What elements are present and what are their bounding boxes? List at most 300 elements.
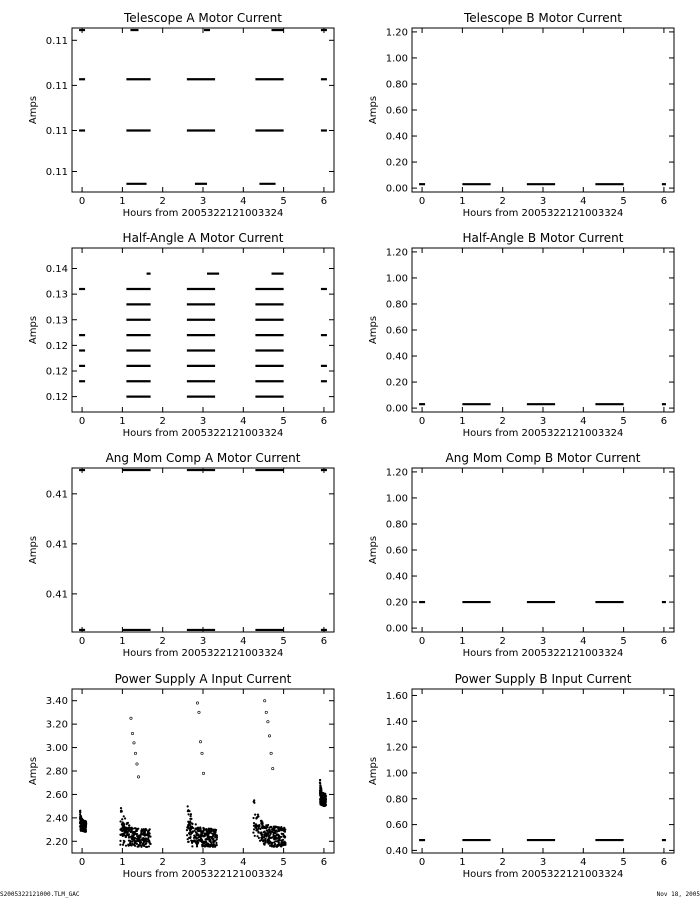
x-tick-label: 5 — [280, 857, 287, 868]
y-tick-label: 2.80 — [45, 766, 68, 778]
data-point — [126, 831, 128, 833]
chart-title: Telescope A Motor Current — [124, 11, 282, 25]
data-point — [189, 837, 191, 839]
x-tick-label: 1 — [119, 857, 126, 868]
y-tick-label: 0.12 — [45, 366, 68, 378]
data-point — [259, 840, 261, 842]
x-tick-label: 3 — [199, 196, 207, 207]
x-tick-label: 6 — [320, 416, 328, 427]
data-point — [192, 831, 194, 833]
data-point — [128, 833, 130, 835]
data-point — [149, 832, 151, 834]
x-tick-label: 3 — [199, 857, 207, 868]
outlier-point — [201, 752, 203, 754]
plot-frame — [412, 689, 674, 853]
x-tick-label: 0 — [418, 636, 426, 647]
data-point — [188, 822, 190, 824]
data-point — [211, 844, 213, 846]
y-tick-label: 1.20 — [385, 247, 408, 259]
outlier-point — [270, 752, 272, 754]
x-tick-label: 6 — [320, 857, 328, 868]
data-point — [187, 825, 189, 827]
y-tick-label: 3.20 — [45, 719, 68, 731]
data-point — [120, 807, 122, 809]
data-point — [121, 829, 123, 831]
y-axis-label: Amps — [368, 535, 379, 565]
data-point — [261, 824, 263, 826]
data-point — [214, 846, 216, 848]
data-point — [131, 841, 133, 843]
y-tick-label: 1.60 — [385, 690, 408, 702]
x-tick-label: 5 — [620, 636, 627, 647]
x-tick-label: 0 — [418, 196, 426, 207]
y-tick-label: 0.60 — [385, 820, 408, 832]
data-point — [258, 837, 260, 839]
data-point — [320, 792, 322, 794]
outlier-point — [136, 763, 138, 765]
plot-frame — [412, 28, 674, 192]
data-point — [186, 834, 188, 836]
y-tick-label: 0.14 — [45, 264, 68, 275]
y-tick-label: 3.00 — [45, 743, 68, 755]
y-tick-label: 1.20 — [385, 742, 408, 754]
data-point — [146, 840, 148, 842]
data-point — [273, 829, 275, 831]
y-axis-label: Amps — [28, 95, 39, 125]
data-point — [267, 824, 269, 826]
data-point — [128, 824, 130, 826]
outlier-point — [133, 742, 135, 744]
x-tick-label: 2 — [159, 416, 166, 427]
outlier-point — [131, 732, 133, 734]
y-tick-label: 0.00 — [385, 183, 408, 195]
outlier-point — [130, 717, 132, 719]
data-point — [281, 833, 283, 835]
data-point — [323, 802, 325, 804]
data-point — [257, 831, 259, 833]
plot-frame — [72, 248, 334, 412]
chart-panel-2 — [368, 11, 674, 219]
data-point — [206, 838, 208, 840]
data-point — [123, 840, 125, 842]
data-point — [130, 837, 132, 839]
data-point — [278, 838, 280, 840]
data-point — [268, 842, 270, 844]
y-tick-label: 0.00 — [385, 403, 408, 415]
x-tick-label: 2 — [499, 857, 506, 868]
y-tick-label: 1.20 — [385, 467, 408, 479]
data-point — [126, 829, 128, 831]
y-tick-label: 0.40 — [385, 351, 408, 363]
data-point — [122, 844, 124, 846]
plot-frame — [72, 28, 334, 192]
data-point — [197, 829, 199, 831]
data-point — [253, 802, 255, 804]
data-point — [129, 844, 131, 846]
y-tick-label: 0.80 — [385, 794, 408, 806]
data-point — [143, 833, 145, 835]
data-point — [283, 827, 285, 829]
x-tick-label: 0 — [78, 636, 86, 647]
data-point — [252, 832, 254, 834]
chart-panel-3 — [28, 231, 334, 439]
data-point — [205, 842, 207, 844]
data-point — [202, 831, 204, 833]
data-point — [144, 843, 146, 845]
y-tick-label: 0.12 — [45, 392, 68, 404]
outlier-point — [265, 711, 267, 713]
data-point — [207, 830, 209, 832]
x-tick-label: 3 — [539, 636, 547, 647]
data-point — [273, 838, 275, 840]
data-point — [189, 828, 191, 830]
data-point — [252, 817, 254, 819]
data-point — [255, 829, 257, 831]
x-axis-label: Hours from 2005322121003324 — [462, 869, 624, 880]
x-tick-label: 5 — [620, 416, 627, 427]
outlier-point — [268, 735, 270, 737]
data-point — [199, 828, 201, 830]
chart-title: Power Supply A Input Current — [114, 672, 292, 686]
x-tick-label: 4 — [580, 416, 587, 427]
data-point — [138, 836, 140, 838]
data-point — [319, 782, 321, 784]
data-point — [325, 804, 327, 806]
data-point — [139, 844, 141, 846]
data-point — [142, 839, 144, 841]
x-tick-label: 3 — [539, 196, 547, 207]
y-tick-label: 0.80 — [385, 79, 408, 91]
data-point — [126, 822, 128, 824]
y-tick-label: 0.11 — [45, 126, 68, 137]
y-tick-label: 0.11 — [45, 35, 68, 47]
data-point — [123, 832, 125, 834]
data-point — [274, 832, 276, 834]
x-tick-label: 1 — [459, 416, 466, 427]
data-marks — [79, 700, 327, 848]
data-point — [201, 844, 203, 846]
data-point — [320, 800, 322, 802]
data-point — [128, 836, 130, 838]
x-tick-label: 2 — [499, 636, 506, 647]
data-point — [187, 810, 189, 812]
chart-title: Half-Angle B Motor Current — [462, 231, 624, 245]
x-tick-label: 4 — [240, 416, 247, 427]
data-point — [265, 834, 267, 836]
data-point — [196, 844, 198, 846]
data-point — [260, 837, 262, 839]
data-point — [263, 831, 265, 833]
data-point — [131, 828, 133, 830]
data-point — [253, 799, 255, 801]
data-point — [257, 815, 259, 817]
x-axis-label: Hours from 2005322121003324 — [122, 208, 284, 219]
x-tick-label: 5 — [280, 636, 287, 647]
data-point — [257, 825, 259, 827]
data-point — [127, 827, 129, 829]
x-tick-label: 0 — [418, 416, 426, 427]
y-tick-label: 3.40 — [45, 696, 68, 708]
x-axis-label: Hours from 2005322121003324 — [462, 428, 624, 439]
y-tick-label: 0.80 — [385, 299, 408, 311]
data-point — [323, 799, 325, 801]
data-point — [119, 820, 121, 822]
data-point — [188, 841, 190, 843]
x-tick-label: 3 — [199, 636, 207, 647]
y-tick-label: 0.13 — [45, 289, 68, 301]
x-tick-label: 4 — [580, 196, 587, 207]
data-point — [142, 830, 144, 832]
outlier-point — [198, 711, 200, 713]
data-point — [191, 845, 193, 847]
data-point — [253, 822, 255, 824]
outlier-point — [134, 752, 136, 754]
data-point — [85, 825, 87, 827]
data-point — [284, 842, 286, 844]
y-axis-label: Amps — [368, 315, 379, 345]
chart-panel-6 — [368, 451, 674, 659]
data-point — [193, 840, 195, 842]
data-point — [79, 811, 81, 813]
y-tick-label: 0.40 — [385, 131, 408, 143]
chart-title: Power Supply B Input Current — [454, 672, 632, 686]
data-point — [201, 841, 203, 843]
outlier-point — [202, 772, 204, 774]
data-point — [253, 828, 255, 830]
data-point — [210, 841, 212, 843]
data-point — [194, 835, 196, 837]
data-point — [125, 845, 127, 847]
data-point — [190, 813, 192, 815]
y-tick-label: 1.00 — [385, 273, 408, 285]
x-tick-label: 0 — [78, 857, 86, 868]
data-point — [206, 834, 208, 836]
y-tick-label: 2.40 — [45, 813, 68, 825]
data-point — [213, 840, 215, 842]
y-tick-label: 0.41 — [45, 539, 68, 551]
data-point — [195, 837, 197, 839]
data-point — [130, 830, 132, 832]
data-point — [278, 830, 280, 832]
data-point — [282, 836, 284, 838]
data-point — [278, 836, 280, 838]
x-tick-label: 2 — [159, 857, 166, 868]
x-tick-label: 1 — [119, 416, 126, 427]
y-tick-label: 1.00 — [385, 768, 408, 780]
data-point — [216, 844, 218, 846]
data-point — [267, 830, 269, 832]
data-point — [259, 832, 261, 834]
generation-date: Nov 18, 2005 — [656, 891, 700, 898]
data-point — [263, 827, 265, 829]
data-point — [132, 844, 134, 846]
y-tick-label: 0.13 — [45, 315, 68, 327]
data-point — [124, 827, 126, 829]
x-tick-label: 6 — [660, 416, 668, 427]
data-point — [125, 836, 127, 838]
x-tick-label: 6 — [660, 196, 668, 207]
data-point — [187, 805, 189, 807]
y-tick-label: 1.20 — [385, 27, 408, 39]
chart-panel-8 — [368, 672, 674, 880]
data-point — [188, 813, 190, 815]
data-point — [209, 844, 211, 846]
data-point — [269, 827, 271, 829]
data-point — [124, 817, 126, 819]
data-point — [135, 838, 137, 840]
chart-title: Telescope B Motor Current — [463, 11, 623, 25]
outlier-point — [196, 702, 198, 704]
data-point — [133, 834, 135, 836]
data-point — [276, 840, 278, 842]
data-point — [136, 842, 138, 844]
data-point — [264, 842, 266, 844]
outlier-point — [272, 767, 274, 769]
data-point — [202, 827, 204, 829]
data-point — [80, 818, 82, 820]
data-point — [269, 845, 271, 847]
data-point — [263, 844, 265, 846]
y-tick-label: 0.00 — [385, 623, 408, 635]
outlier-point — [199, 741, 201, 743]
data-point — [321, 803, 323, 805]
x-tick-label: 5 — [620, 196, 627, 207]
data-point — [136, 846, 138, 848]
data-marks — [79, 30, 327, 184]
x-axis-label: Hours from 2005322121003324 — [462, 208, 624, 219]
outlier-point — [137, 776, 139, 778]
y-tick-label: 0.20 — [385, 377, 408, 389]
data-point — [270, 831, 272, 833]
data-point — [319, 786, 321, 788]
y-tick-label: 0.60 — [385, 105, 408, 117]
data-point — [120, 810, 122, 812]
data-point — [254, 814, 256, 816]
x-axis-label: Hours from 2005322121003324 — [122, 648, 284, 659]
data-point — [136, 833, 138, 835]
data-point — [149, 836, 151, 838]
x-tick-label: 4 — [240, 196, 247, 207]
data-point — [282, 839, 284, 841]
data-point — [280, 836, 282, 838]
data-point — [149, 843, 151, 845]
data-point — [209, 828, 211, 830]
data-point — [120, 834, 122, 836]
x-tick-label: 3 — [539, 857, 547, 868]
y-axis-label: Amps — [28, 315, 39, 345]
data-point — [119, 844, 121, 846]
data-point — [265, 824, 267, 826]
data-point — [197, 840, 199, 842]
chart-panel-5 — [28, 451, 334, 659]
chart-panel-4 — [368, 231, 674, 439]
x-tick-label: 3 — [199, 416, 207, 427]
x-tick-label: 0 — [78, 416, 86, 427]
data-point — [319, 789, 321, 791]
x-tick-label: 5 — [620, 857, 627, 868]
data-point — [255, 817, 257, 819]
data-point — [144, 829, 146, 831]
data-marks — [79, 470, 327, 630]
data-point — [146, 846, 148, 848]
data-point — [196, 827, 198, 829]
data-point — [253, 825, 255, 827]
outlier-point — [267, 721, 269, 723]
data-point — [148, 829, 150, 831]
data-point — [324, 793, 326, 795]
x-tick-label: 5 — [280, 416, 287, 427]
chart-panel-1 — [28, 11, 334, 219]
data-point — [262, 840, 264, 842]
y-tick-label: 2.20 — [45, 836, 68, 848]
y-tick-label: 0.11 — [45, 80, 68, 92]
data-point — [260, 820, 262, 822]
data-point — [195, 823, 197, 825]
data-point — [80, 830, 82, 832]
plot-frame — [412, 468, 674, 632]
x-tick-label: 2 — [159, 636, 166, 647]
data-point — [190, 815, 192, 817]
data-point — [139, 841, 141, 843]
x-axis-label: Hours from 2005322121003324 — [462, 648, 624, 659]
data-point — [269, 834, 271, 836]
chart-title: Ang Mom Comp A Motor Current — [105, 451, 301, 465]
x-tick-label: 0 — [78, 196, 86, 207]
x-tick-label: 6 — [660, 636, 668, 647]
data-point — [123, 823, 125, 825]
data-point — [199, 839, 201, 841]
y-tick-label: 0.11 — [45, 167, 68, 178]
data-point — [208, 839, 210, 841]
y-tick-label: 0.60 — [385, 325, 408, 337]
plot-frame — [412, 248, 674, 412]
data-point — [136, 828, 138, 830]
x-tick-label: 6 — [320, 636, 328, 647]
data-point — [267, 833, 269, 835]
data-point — [212, 835, 214, 837]
data-point — [200, 831, 202, 833]
y-axis-label: Amps — [28, 756, 39, 786]
data-point — [147, 836, 149, 838]
x-tick-label: 6 — [320, 196, 328, 207]
plot-frame — [72, 468, 334, 632]
data-point — [254, 835, 256, 837]
x-tick-label: 1 — [119, 636, 126, 647]
x-tick-label: 2 — [499, 196, 506, 207]
data-point — [281, 843, 283, 845]
y-tick-label: 0.20 — [385, 597, 408, 609]
y-tick-label: 0.80 — [385, 519, 408, 531]
data-point — [276, 833, 278, 835]
data-point — [121, 818, 123, 820]
data-point — [200, 833, 202, 835]
y-tick-label: 2.60 — [45, 789, 68, 801]
data-point — [215, 842, 217, 844]
y-tick-label: 0.40 — [385, 571, 408, 583]
x-tick-label: 2 — [159, 196, 166, 207]
y-tick-label: 1.40 — [385, 716, 408, 728]
data-point — [83, 825, 85, 827]
x-tick-label: 4 — [240, 857, 247, 868]
x-tick-label: 0 — [418, 857, 426, 868]
data-point — [274, 835, 276, 837]
y-tick-label: 1.00 — [385, 493, 408, 505]
x-tick-label: 4 — [580, 636, 587, 647]
y-tick-label: 1.00 — [385, 53, 408, 65]
x-tick-label: 4 — [240, 636, 247, 647]
data-point — [189, 818, 191, 820]
x-tick-label: 1 — [459, 636, 466, 647]
